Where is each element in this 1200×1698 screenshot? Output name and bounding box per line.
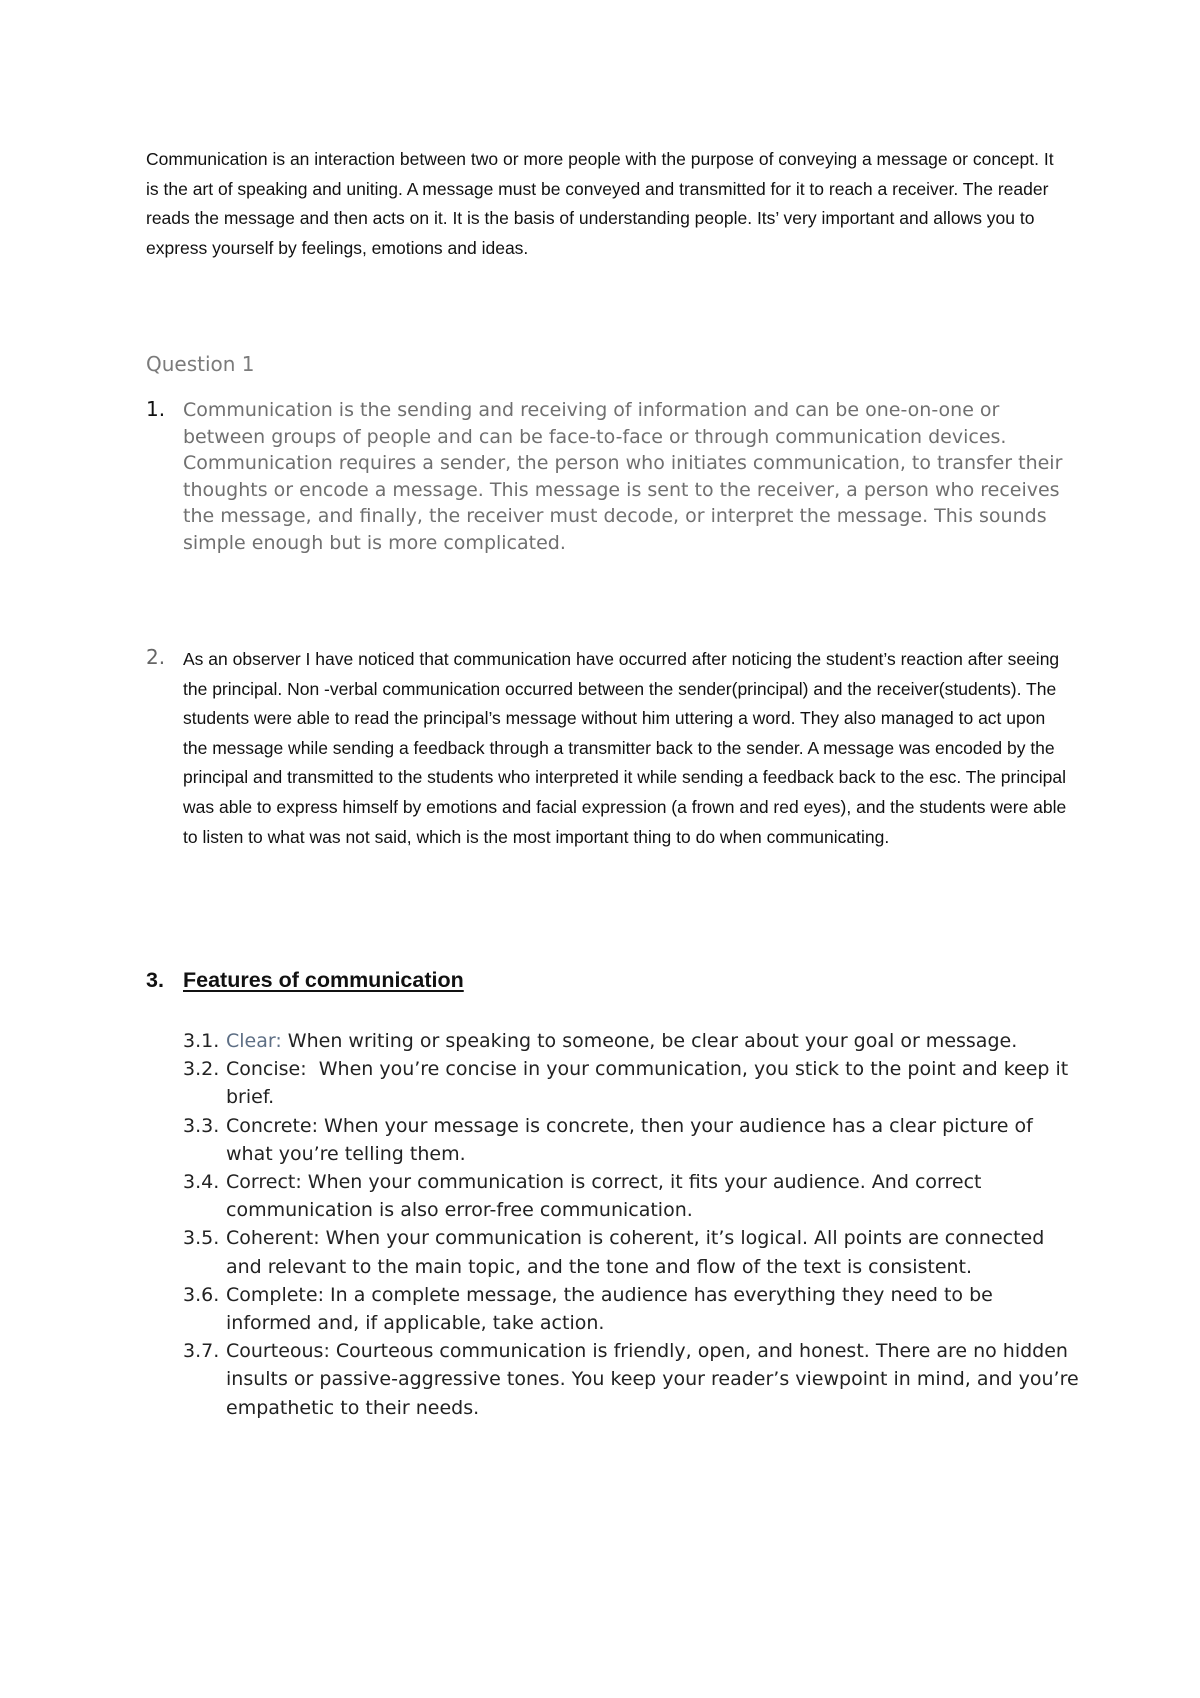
- feature-text: When your communication is coherent, it’s logical. All points are connected and relevant to the main topic, and the tone and flow of the text is consistent.: [226, 1227, 1045, 1278]
- question-heading: Question 1: [146, 352, 255, 376]
- feature-term: Coherent:: [226, 1227, 320, 1250]
- feature-text: Courteous communication is friendly, open, and honest. There are no hidden insults or passive-aggressive tones. You keep your reader’s viewpoint in mind, and you’re empathetic to their needs.: [226, 1340, 1079, 1419]
- feature-item: [183, 1281, 1083, 1337]
- feature-text: When writing or speaking to someone, be clear about your goal or message.: [281, 1030, 1018, 1052]
- intro-paragraph: Communication is an interaction between two or more people with the purpose of conveying a message or concept. It is the art of speaking and uniting. A message must be conveyed and transmitted for it to reach a receiver. The reader reads the message and then acts on it. It is the basis of understanding people. Its’ very important and allows you to express yourself by feelings, emotions and ideas.: [146, 149, 1054, 258]
- feature-text: When your message is concrete, then your audience has a clear picture of what you’re telling them.: [226, 1114, 1033, 1165]
- features-heading: [146, 968, 464, 993]
- feature-number: 3.3.: [183, 1114, 220, 1137]
- feature-item: [183, 1224, 1083, 1280]
- feature-item: [183, 1168, 1083, 1224]
- feature-number: 3.6.: [183, 1283, 220, 1306]
- feature-number: 3.2.: [183, 1058, 220, 1081]
- item-text: Communication is the sending and receiving of information and can be one-on-one or between groups of people and can be face-to-face or through communication devices. Communication requires a sender, the person who initiates communication, to transfer their thoughts or encode a message. This message is sent to the receiver, a person who receives the message, and finally, the receiver must decode, or interpret the message. This sounds simple enough but is more complicated.: [183, 399, 1063, 554]
- feature-term: Correct:: [226, 1171, 302, 1194]
- features-list: [183, 1027, 1083, 1422]
- feature-term: Clear:: [226, 1030, 282, 1052]
- feature-term: Concrete:: [226, 1114, 319, 1137]
- feature-text: When your communication is correct, it fits your audience. And correct communication is also error-free communication.: [226, 1171, 982, 1222]
- feature-item: [183, 1027, 1083, 1055]
- feature-number: 3.4.: [183, 1171, 220, 1194]
- item-number: 2.: [146, 645, 166, 669]
- feature-item: [183, 1337, 1083, 1422]
- feature-term: Courteous:: [226, 1340, 330, 1363]
- item-number: 1.: [146, 397, 166, 421]
- feature-text: In a complete message, the audience has everything they need to be informed and, if applicable, take action.: [226, 1283, 993, 1335]
- feature-item: [183, 1112, 1083, 1168]
- feature-term: Complete:: [226, 1283, 324, 1306]
- feature-number: 3.7.: [183, 1340, 220, 1363]
- feature-number: 3.1.: [183, 1030, 220, 1052]
- item-text: As an observer I have noticed that communication have occurred after noticing the student’s reaction after seeing the principal. Non -verbal communication occurred between the sender(principal) and the receiver(students). The students were able to read the principal’s message without him uttering a word. They also managed to act upon the message while sending a feedback through a transmitter back to the sender. A message was encoded by the principal and transmitted to the students who interpreted it while sending a feedback back to the esc. The principal was able to express himself by emotions and facial expression (a frown and red eyes), and the students were able to listen to what was not said, which is the most important thing to do when communicating.: [183, 649, 1067, 847]
- feature-number: 3.5.: [183, 1227, 220, 1250]
- features-number: 3.: [146, 968, 164, 992]
- feature-term: Concise:: [226, 1058, 307, 1081]
- feature-item: [183, 1055, 1083, 1111]
- feature-text: When you’re concise in your communication, you stick to the point and keep it brief.: [226, 1058, 1075, 1109]
- features-title: Features of communication: [183, 968, 464, 992]
